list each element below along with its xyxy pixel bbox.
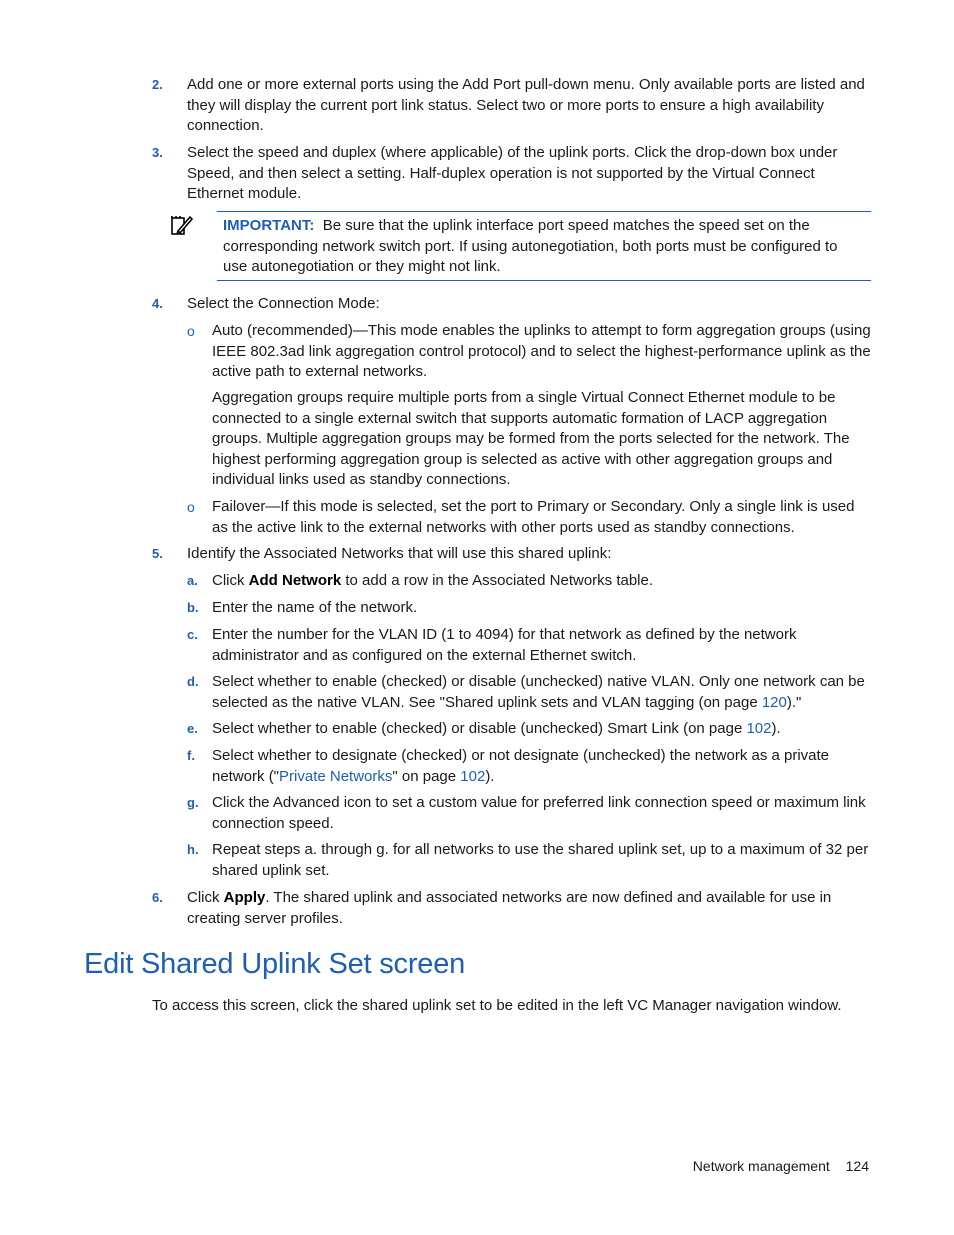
bullet-marker: o xyxy=(187,499,195,515)
page-number: 124 xyxy=(845,1158,869,1174)
important-note xyxy=(217,211,871,281)
substep-text: Select whether to designate (checked) or not designate (unchecked) the network as a private network ("Private Networks" on page 102). xyxy=(212,747,830,785)
bullet-marker: o xyxy=(187,323,195,339)
step-number: 2. xyxy=(152,77,163,92)
section-heading: Edit Shared Uplink Set screen xyxy=(84,948,466,980)
bullet-text: Failover—If this mode is selected, set the port to Primary or Secondary. Only a single link is used as the active link to the external networks with other ports used as standby connections. xyxy=(212,498,855,536)
intro-paragraph: To access this screen, click the shared uplink set to be edited in the left VC Manager navigation window. xyxy=(152,997,842,1014)
substep-text: Click Add Network to add a row in the Associated Networks table. xyxy=(212,572,654,589)
step-number: 6. xyxy=(152,890,163,905)
substep-marker: a. xyxy=(187,573,198,588)
apply-term: Apply xyxy=(223,889,266,906)
step-number: 4. xyxy=(152,296,163,311)
bullet-text: Auto (recommended)—This mode enables the uplinks to attempt to form aggregation groups (using IEEE 802.3ad link aggregation control protocol) and to select the highest-performance uplink as the active path to external networks. xyxy=(212,322,871,380)
note-text xyxy=(223,216,863,278)
step-text: Identify the Associated Networks that will use this shared uplink: xyxy=(187,545,612,562)
substep-marker: e. xyxy=(187,721,198,736)
step-text: Select the speed and duplex (where applicable) of the uplink ports. Click the drop-down box under Speed, and then select a setting. Half-duplex operation is not supported by the Virtual Connect Ethernet module. xyxy=(187,144,838,202)
substep-marker: b. xyxy=(187,600,199,615)
note-body: Be sure that the uplink interface port speed matches the speed set on the corresponding network switch port. If using autonegotiation, both ports must be configured to use autonegotiation or they might not link. xyxy=(223,217,838,275)
substep-text: Select whether to enable (checked) or disable (unchecked) native VLAN. Only one network can be selected as the native VLAN. See "Shared uplink sets and VLAN tagging (on page 120)." xyxy=(212,673,865,711)
substep-marker: h. xyxy=(187,842,199,857)
private-networks-link[interactable]: Private Networks xyxy=(279,767,393,785)
substep-marker: d. xyxy=(187,674,199,689)
substep-text: Click the Advanced icon to set a custom value for preferred link connection speed or maximum link connection speed. xyxy=(212,794,866,832)
note-label: IMPORTANT: xyxy=(223,217,315,234)
substep-text: Enter the number for the VLAN ID (1 to 4094) for that network as defined by the network administrator and as configured on the external Ethernet switch. xyxy=(212,626,797,664)
substep-text: Select whether to enable (checked) or disable (unchecked) Smart Link (on page 102). xyxy=(212,720,781,737)
substep-marker: g. xyxy=(187,795,199,810)
add-network-term: Add Network xyxy=(248,572,342,589)
footer-section: Network management xyxy=(692,1158,830,1174)
step-number: 5. xyxy=(152,546,163,561)
step-text: Select the Connection Mode: xyxy=(187,295,380,312)
page-link-102[interactable]: 102 xyxy=(746,720,772,737)
substep-marker: c. xyxy=(187,627,198,642)
page-footer xyxy=(693,1158,869,1174)
page-link-102[interactable]: 102 xyxy=(460,767,486,785)
step-number: 3. xyxy=(152,145,163,160)
page-link-120[interactable]: 120 xyxy=(761,693,787,711)
note-pencil-icon xyxy=(170,213,194,237)
substep-marker: f. xyxy=(187,748,195,763)
step-text: Add one or more external ports using the Add Port pull-down menu. Only available ports are listed and they will display the current port link status. Select two or more ports to ensure a high availability connection. xyxy=(187,76,865,134)
substep-text: Repeat steps a. through g. for all networks to use the shared uplink set, up to a maximum of 32 per shared uplink set. xyxy=(212,841,869,879)
substep-text: Enter the name of the network. xyxy=(212,599,418,616)
step-text: Click Apply. The shared uplink and associated networks are now defined and available for use in creating server profiles. xyxy=(187,889,832,927)
aggregation-paragraph: Aggregation groups require multiple ports from a single Virtual Connect Ethernet module to be connected to a single external switch that supports automatic formation of LACP aggregation groups. Multiple aggregation groups may be formed from the ports selected for the network. The highest performing aggregation group is selected as active with other aggregation groups and individual links used as standby connections. xyxy=(212,389,850,488)
